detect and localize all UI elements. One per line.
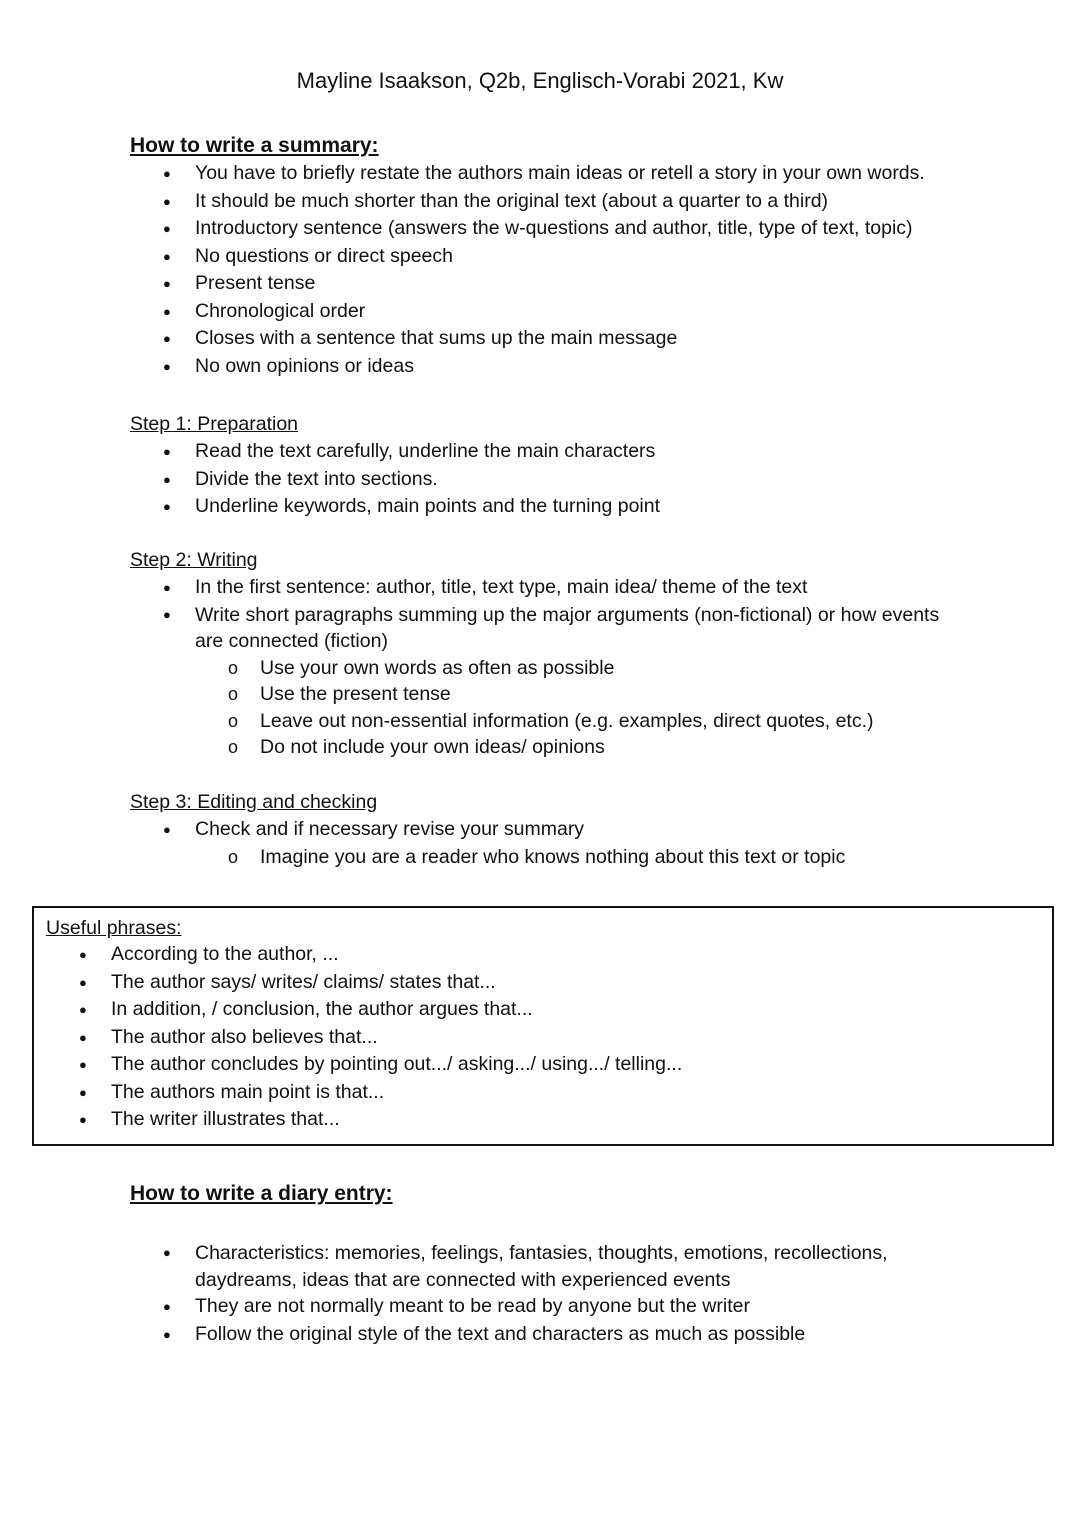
list-item: ● Read the text carefully, underline the main characters: [130, 438, 1030, 466]
list-item: ● According to the author, ...: [46, 941, 682, 969]
phrases-list: [46, 941, 682, 1134]
summary-section: [130, 132, 1030, 380]
diary-section: [130, 1180, 930, 1348]
step3-section: [130, 788, 1030, 870]
list-item: ● The author also believes that...: [46, 1024, 682, 1052]
step1-heading: Step 1: Preparation: [130, 413, 299, 435]
list-item: ● You have to briefly restate the authors main ideas or retell a story in your own words.: [130, 160, 1030, 188]
step2-heading: Step 2: Writing: [130, 549, 258, 571]
list-item: ● The writer illustrates that...: [46, 1106, 682, 1134]
diary-list: [130, 1240, 930, 1348]
document-header: Mayline Isaakson, Q2b, Englisch-Vorabi 2021, Kw: [296, 68, 784, 93]
list-item: ● Check and if necessary revise your summary: [130, 816, 1030, 844]
list-item: ● Characteristics: memories, feelings, fantasies, thoughts, emotions, recollections, daydreams, ideas that are connected with experienced events: [130, 1240, 930, 1293]
list-item: ● Present tense: [130, 270, 1030, 298]
sub-list-item: o Use the present tense: [130, 681, 940, 708]
phrases-heading: Useful phrases:: [46, 917, 182, 939]
list-item: ● The authors main point is that...: [46, 1079, 682, 1107]
list-item: ● They are not normally meant to be read by anyone but the writer: [130, 1293, 930, 1321]
list-item: ● The author says/ writes/ claims/ states that...: [46, 969, 682, 997]
list-item: ● Follow the original style of the text and characters as much as possible: [130, 1321, 930, 1349]
list-item: ● Closes with a sentence that sums up the main message: [130, 325, 1030, 353]
summary-list: [130, 160, 1030, 380]
list-item: ● No own opinions or ideas: [130, 353, 1030, 381]
list-item: ● Divide the text into sections.: [130, 466, 1030, 494]
list-item: ● No questions or direct speech: [130, 243, 1030, 271]
step1-section: [130, 410, 1030, 521]
list-item: ● Introductory sentence (answers the w-questions and author, title, type of text, topic): [130, 215, 1030, 243]
useful-phrases-box: [32, 906, 1054, 1146]
sub-list-item: o Use your own words as often as possible: [130, 655, 940, 682]
list-item: ● Chronological order: [130, 298, 1030, 326]
summary-heading: How to write a summary:: [130, 134, 379, 157]
step1-list: [130, 438, 1030, 521]
list-item: ● It should be much shorter than the original text (about a quarter to a third): [130, 188, 1030, 216]
sub-list-item: o Imagine you are a reader who knows nothing about this text or topic: [130, 844, 1030, 871]
sub-list-item: o Do not include your own ideas/ opinions: [130, 734, 940, 761]
step2-list: [130, 574, 940, 761]
diary-heading: How to write a diary entry:: [130, 1182, 393, 1205]
step3-heading: Step 3: Editing and checking: [130, 791, 378, 813]
step2-section: [130, 546, 940, 761]
list-item: ● In the first sentence: author, title, text type, main idea/ theme of the text: [130, 574, 940, 602]
step3-list: [130, 816, 1030, 870]
list-item: ● The author concludes by pointing out.../ asking.../ using.../ telling...: [46, 1051, 682, 1079]
list-item: ● In addition, / conclusion, the author argues that...: [46, 996, 682, 1024]
list-item: ● Write short paragraphs summing up the major arguments (non-fictional) or how events are connected (fiction): [130, 602, 940, 655]
sub-list-item: o Leave out non-essential information (e.g. examples, direct quotes, etc.): [130, 708, 940, 735]
list-item: ● Underline keywords, main points and the turning point: [130, 493, 1030, 521]
